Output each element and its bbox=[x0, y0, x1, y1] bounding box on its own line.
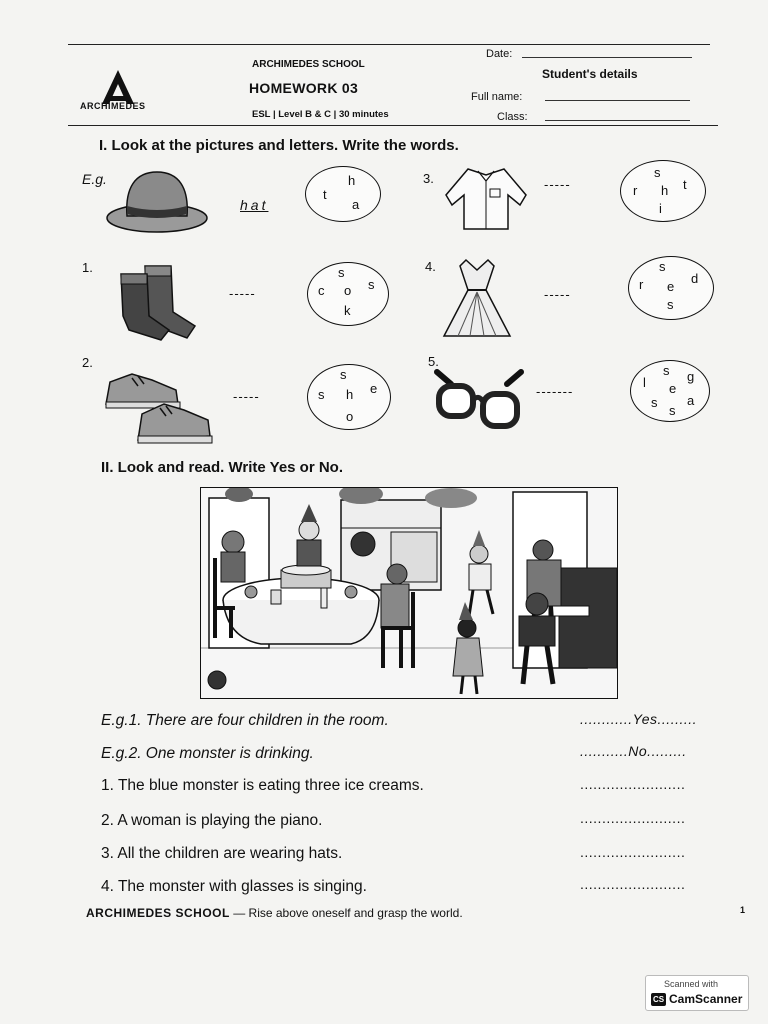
question-4: 4. The monster with glasses is singing. bbox=[101, 878, 367, 895]
letter: o bbox=[344, 283, 352, 298]
example-answer: hat bbox=[240, 197, 269, 213]
letter: a bbox=[352, 197, 360, 212]
letter: c bbox=[318, 283, 325, 298]
letter: a bbox=[687, 393, 695, 408]
footer-motto: — Rise above oneself and grasp the world. bbox=[233, 906, 463, 920]
letter: g bbox=[687, 369, 695, 384]
letter: e bbox=[669, 381, 677, 396]
school-name: ARCHIMEDES SCHOOL bbox=[252, 59, 365, 70]
page-number: 1 bbox=[740, 905, 746, 915]
item-number: 4. bbox=[425, 259, 436, 274]
letter: t bbox=[323, 187, 327, 202]
letter: s bbox=[667, 297, 674, 312]
letter: s bbox=[669, 403, 676, 418]
camscanner-logo-icon: CS bbox=[652, 995, 665, 1004]
letter: h bbox=[346, 387, 354, 402]
homework-title: HOMEWORK 03 bbox=[249, 80, 359, 96]
date-field[interactable] bbox=[522, 57, 692, 58]
footer-school: ARCHIMEDES SCHOOL bbox=[86, 906, 230, 920]
answer-line-2[interactable]: ........................ bbox=[580, 810, 686, 826]
item-number: 3. bbox=[423, 171, 434, 186]
shirt-icon bbox=[442, 165, 532, 231]
question-example-1: E.g.1. There are four children in the room. bbox=[101, 712, 389, 729]
letter: l bbox=[643, 375, 646, 390]
letter: d bbox=[691, 271, 699, 286]
question-example-2: E.g.2. One monster is drinking. bbox=[101, 745, 314, 762]
letter: s bbox=[368, 277, 375, 292]
class-label: Class: bbox=[497, 111, 528, 123]
letter: s bbox=[651, 395, 658, 410]
answer-blank[interactable]: ------- bbox=[536, 384, 574, 399]
letter-bubble-1 bbox=[307, 262, 389, 326]
date-label: Date: bbox=[486, 48, 513, 60]
socks-icon bbox=[115, 260, 200, 342]
letter: e bbox=[667, 279, 675, 294]
answer-line-3[interactable]: ........................ bbox=[580, 844, 686, 860]
letter: s bbox=[659, 259, 666, 274]
question-3: 3. All the children are wearing hats. bbox=[101, 845, 343, 862]
scanned-with-text: Scanned with bbox=[664, 979, 719, 989]
letter: h bbox=[348, 173, 356, 188]
item-number: 2. bbox=[82, 355, 93, 370]
letter: s bbox=[318, 387, 325, 402]
letter: s bbox=[340, 367, 347, 382]
homework-meta: ESL | Level B & C | 30 minutes bbox=[252, 109, 389, 120]
camscanner-name: CamScanner bbox=[669, 992, 743, 1006]
letter: t bbox=[683, 177, 687, 192]
letter: e bbox=[370, 381, 378, 396]
answer-line-1[interactable]: ........................ bbox=[580, 776, 686, 792]
letter: s bbox=[654, 165, 661, 180]
answer-example-1: ............Yes......... bbox=[580, 711, 698, 727]
answer-example-2: ...........No......... bbox=[580, 743, 687, 759]
answer-blank[interactable]: ----- bbox=[229, 286, 256, 301]
letter-bubble-3 bbox=[620, 160, 706, 222]
example-label: E.g. bbox=[82, 171, 107, 187]
letter-bubble-2 bbox=[307, 364, 391, 430]
shoes-icon bbox=[102, 362, 214, 450]
letter: s bbox=[338, 265, 345, 280]
header-rule-bottom bbox=[68, 125, 718, 126]
glasses-icon bbox=[433, 362, 525, 434]
party-scene-picture bbox=[200, 487, 618, 699]
camscanner-watermark bbox=[645, 975, 749, 1011]
item-number: 1. bbox=[82, 260, 93, 275]
answer-blank[interactable]: ----- bbox=[233, 389, 260, 404]
fullname-field[interactable] bbox=[545, 100, 690, 101]
letter-bubble-5 bbox=[630, 360, 710, 422]
letter-bubble-4 bbox=[628, 256, 714, 320]
letter: k bbox=[344, 303, 351, 318]
letter: o bbox=[346, 409, 354, 424]
letter-bubble-example bbox=[305, 166, 381, 222]
party-scene-illustration bbox=[201, 488, 618, 699]
letter: r bbox=[639, 277, 644, 292]
fullname-label: Full name: bbox=[471, 91, 523, 103]
answer-line-4[interactable]: ........................ bbox=[580, 876, 686, 892]
dress-icon bbox=[440, 256, 514, 342]
letter: i bbox=[659, 201, 662, 216]
student-details-heading: Student's details bbox=[542, 67, 638, 81]
item-number: 5. bbox=[428, 354, 439, 369]
letter: r bbox=[633, 183, 638, 198]
hat-icon bbox=[105, 168, 210, 236]
answer-blank[interactable]: ----- bbox=[544, 287, 571, 302]
logo-text: ARCHIMEDES bbox=[80, 101, 146, 111]
part2-title: II. Look and read. Write Yes or No. bbox=[101, 459, 344, 476]
question-1: 1. The blue monster is eating three ice creams. bbox=[101, 777, 424, 794]
letter: s bbox=[663, 363, 670, 378]
class-field[interactable] bbox=[545, 120, 690, 121]
footer bbox=[86, 906, 463, 920]
part1-title: I. Look at the pictures and letters. Write the words. bbox=[99, 137, 459, 154]
question-2: 2. A woman is playing the piano. bbox=[101, 812, 323, 829]
header-rule-top bbox=[68, 44, 710, 45]
letter: h bbox=[661, 183, 669, 198]
answer-blank[interactable]: ----- bbox=[544, 177, 571, 192]
